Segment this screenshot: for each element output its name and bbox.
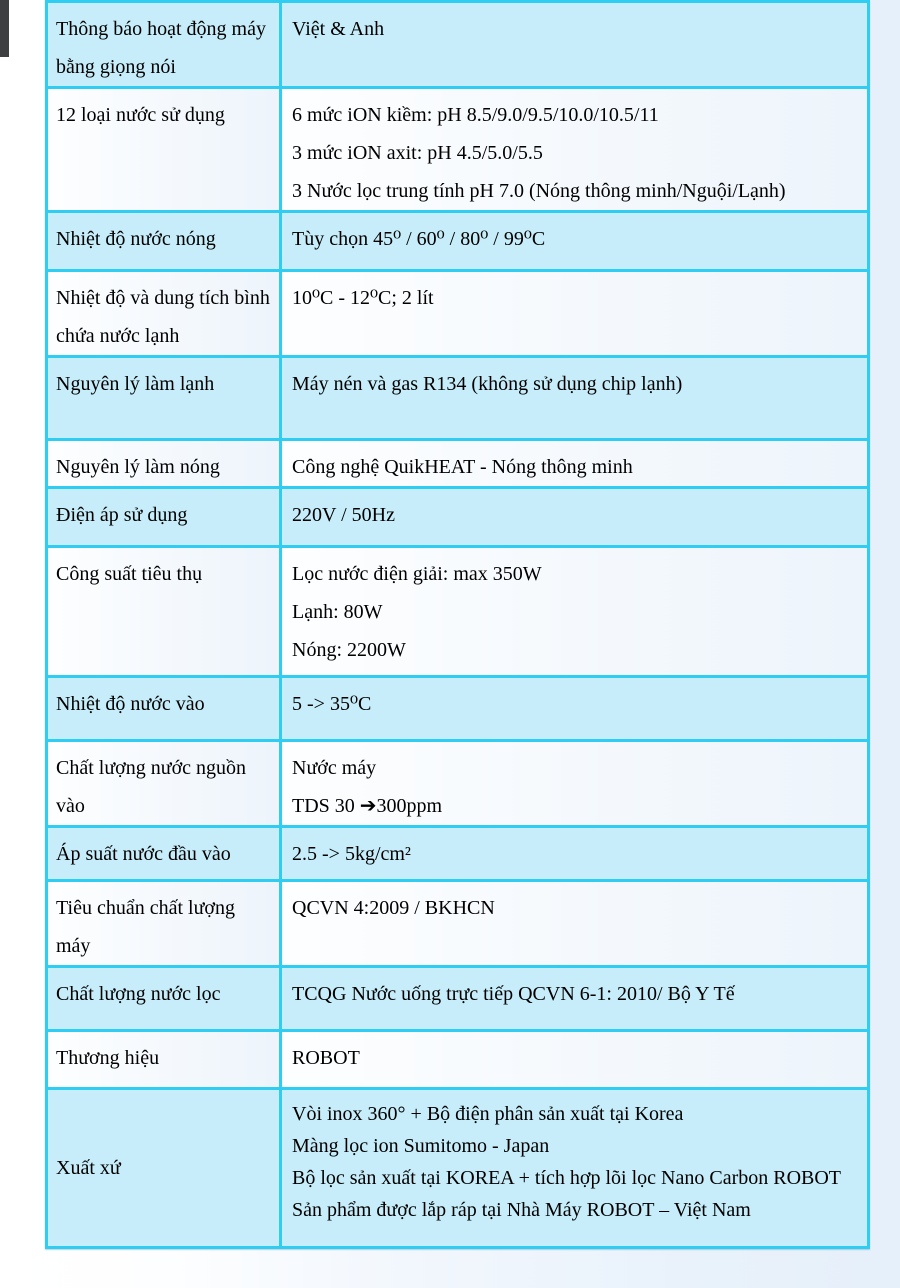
spec-value-line: Tùy chọn 45⁰ / 60⁰ / 80⁰ / 99⁰C [292,228,546,250]
table-row [47,2,869,88]
table-row [47,357,869,440]
spec-table [45,0,870,1249]
spec-label-cell [47,1089,281,1248]
spec-label-cell [47,547,281,677]
spec-value-line: Vòi inox 360° + Bộ điện phân sản xuất tại Korea [292,1103,684,1125]
table-row [47,1031,869,1089]
spec-label: Điện áp sử dụng [56,504,188,526]
spec-value-line: Máy nén và gas R134 (không sử dụng chip lạnh) [292,373,683,395]
spec-label: Nhiệt độ và dung tích bình chứa nước lạnh [56,287,270,347]
table-row [47,677,869,741]
spec-label: Xuất xứ [56,1157,121,1179]
table-row [47,967,869,1031]
spec-value-cell [281,212,869,271]
table-row [47,741,869,827]
spec-value-cell [281,1031,869,1089]
spec-label: Chất lượng nước lọc [56,983,221,1005]
table-row [47,547,869,677]
spec-label-cell [47,357,281,440]
spec-label: 12 loại nước sử dụng [56,104,225,126]
spec-label-cell [47,88,281,212]
spec-label: Áp suất nước đầu vào [56,843,231,865]
table-row [47,881,869,967]
spec-label: Nhiệt độ nước nóng [56,228,216,250]
table-row [47,212,869,271]
spec-label: Nguyên lý làm lạnh [56,373,215,395]
spec-value-cell [281,547,869,677]
table-row [47,827,869,881]
table-row [47,88,869,212]
spec-label-cell [47,967,281,1031]
spec-value-cell [281,881,869,967]
spec-value-line: TDS 30 ➔300ppm [292,795,443,817]
spec-value-line: 6 mức iON kiềm: pH 8.5/9.0/9.5/10.0/10.5/11 [292,104,659,126]
spec-value-line: 3 Nước lọc trung tính pH 7.0 (Nóng thông minh/Nguội/Lạnh) [292,180,786,202]
spec-label: Chất lượng nước nguồn vào [56,757,247,817]
spec-table-body [47,2,869,1248]
spec-label-cell [47,488,281,547]
spec-value-line: Lạnh: 80W [292,601,383,623]
spec-value-line: 5 -> 35⁰C [292,693,372,715]
spec-label-cell [47,440,281,488]
spec-label-cell [47,212,281,271]
spec-value-line: Công nghệ QuikHEAT - Nóng thông minh [292,456,633,478]
spec-value-cell [281,741,869,827]
spec-value-line: 3 mức iON axit: pH 4.5/5.0/5.5 [292,142,543,164]
table-row [47,271,869,357]
table-row [47,1089,869,1248]
spec-value-cell [281,967,869,1031]
spec-value-line: 220V / 50Hz [292,504,395,526]
spec-value-cell [281,1089,869,1248]
spec-label: Tiêu chuẩn chất lượng máy [56,897,235,957]
table-row [47,488,869,547]
spec-label-cell [47,827,281,881]
spec-value-line: Nóng: 2200W [292,639,406,661]
spec-value-cell [281,488,869,547]
spec-value-line: 10⁰C - 12⁰C; 2 lít [292,287,434,309]
spec-label: Thương hiệu [56,1047,160,1069]
spec-value-line: Việt & Anh [292,18,385,40]
spec-value-line: ROBOT [292,1047,360,1069]
spec-value-line: Sản phẩm được lắp ráp tại Nhà Máy ROBOT – Việt Nam [292,1199,751,1221]
spec-value-cell [281,88,869,212]
spec-value-line: Lọc nước điện giải: max 350W [292,563,542,585]
spec-label-cell [47,271,281,357]
spec-label-cell [47,881,281,967]
spec-value-line: Bộ lọc sản xuất tại KOREA + tích hợp lõi lọc Nano Carbon ROBOT [292,1167,842,1189]
spec-value-cell [281,827,869,881]
left-edge-strip [0,0,9,57]
spec-value-cell [281,2,869,88]
spec-value-line: 2.5 -> 5kg/cm² [292,843,411,865]
spec-label-cell [47,1031,281,1089]
spec-value-line: Nước máy [292,757,377,779]
spec-label: Nguyên lý làm nóng [56,456,220,478]
spec-value-line: QCVN 4:2009 / BKHCN [292,897,495,919]
spec-value-line: TCQG Nước uống trực tiếp QCVN 6-1: 2010/ Bộ Y Tế [292,983,735,1005]
spec-label-cell [47,2,281,88]
spec-value-cell [281,677,869,741]
spec-value-cell [281,357,869,440]
spec-value-cell [281,271,869,357]
table-row [47,440,869,488]
spec-value-line: Màng lọc ion Sumitomo - Japan [292,1135,550,1157]
spec-label: Công suất tiêu thụ [56,563,203,585]
spec-label-cell [47,677,281,741]
spec-label-cell [47,741,281,827]
spec-label: Nhiệt độ nước vào [56,693,205,715]
spec-value-cell [281,440,869,488]
spec-label: Thông báo hoạt động máy bằng giọng nói [56,18,266,78]
